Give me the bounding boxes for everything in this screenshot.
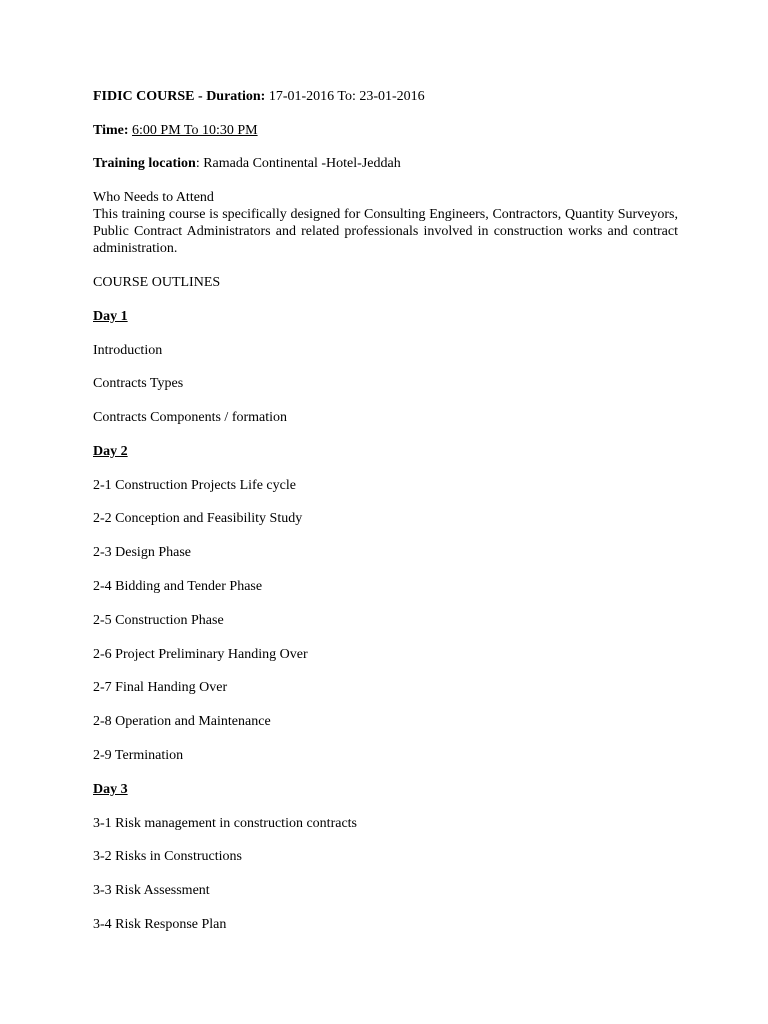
day-title: Day 3 — [93, 782, 128, 797]
list-item: 2-7 Final Handing Over — [93, 680, 228, 695]
list-item: 2-1 Construction Projects Life cycle — [93, 478, 296, 493]
list-item: Introduction — [93, 343, 163, 358]
list-item: 2-4 Bidding and Tender Phase — [93, 579, 263, 594]
list-item: 3-1 Risk management in construction contracts — [93, 816, 357, 831]
list-item: 2-6 Project Preliminary Handing Over — [93, 647, 308, 662]
course-title-line — [93, 88, 425, 105]
attend-paragraph: This training course is specifically designed for Consulting Engineers, Contractors, Quantity Surveyors, Public Contract Administrators and related professionals involved in construction works and contract administration. — [93, 207, 678, 256]
location-line — [93, 155, 401, 172]
duration-label: Duration: — [206, 89, 266, 104]
day-title: Day 1 — [93, 309, 128, 324]
list-item: 2-8 Operation and Maintenance — [93, 714, 271, 729]
duration-value: 17-01-2016 To: 23-01-2016 — [265, 89, 425, 104]
location-label: Training location — [93, 156, 196, 171]
list-item: 2-3 Design Phase — [93, 545, 191, 560]
list-item: 2-5 Construction Phase — [93, 613, 224, 628]
list-item: 2-2 Conception and Feasibility Study — [93, 511, 303, 526]
outlines-heading: COURSE OUTLINES — [93, 275, 221, 290]
list-item: 3-4 Risk Response Plan — [93, 917, 227, 932]
list-item: Contracts Types — [93, 376, 184, 391]
time-label: Time: — [93, 123, 129, 138]
course-label: FIDIC COURSE - — [93, 89, 207, 104]
location-value: : Ramada Continental -Hotel-Jeddah — [195, 156, 401, 171]
attend-heading: Who Needs to Attend — [93, 190, 214, 205]
day-title: Day 2 — [93, 444, 128, 459]
time-line — [93, 122, 258, 139]
time-value: 6:00 PM To 10:30 PM — [132, 123, 258, 138]
list-item: 2-9 Termination — [93, 748, 184, 763]
list-item: 3-3 Risk Assessment — [93, 883, 210, 898]
list-item: Contracts Components / formation — [93, 410, 288, 425]
list-item: 3-2 Risks in Constructions — [93, 849, 242, 864]
